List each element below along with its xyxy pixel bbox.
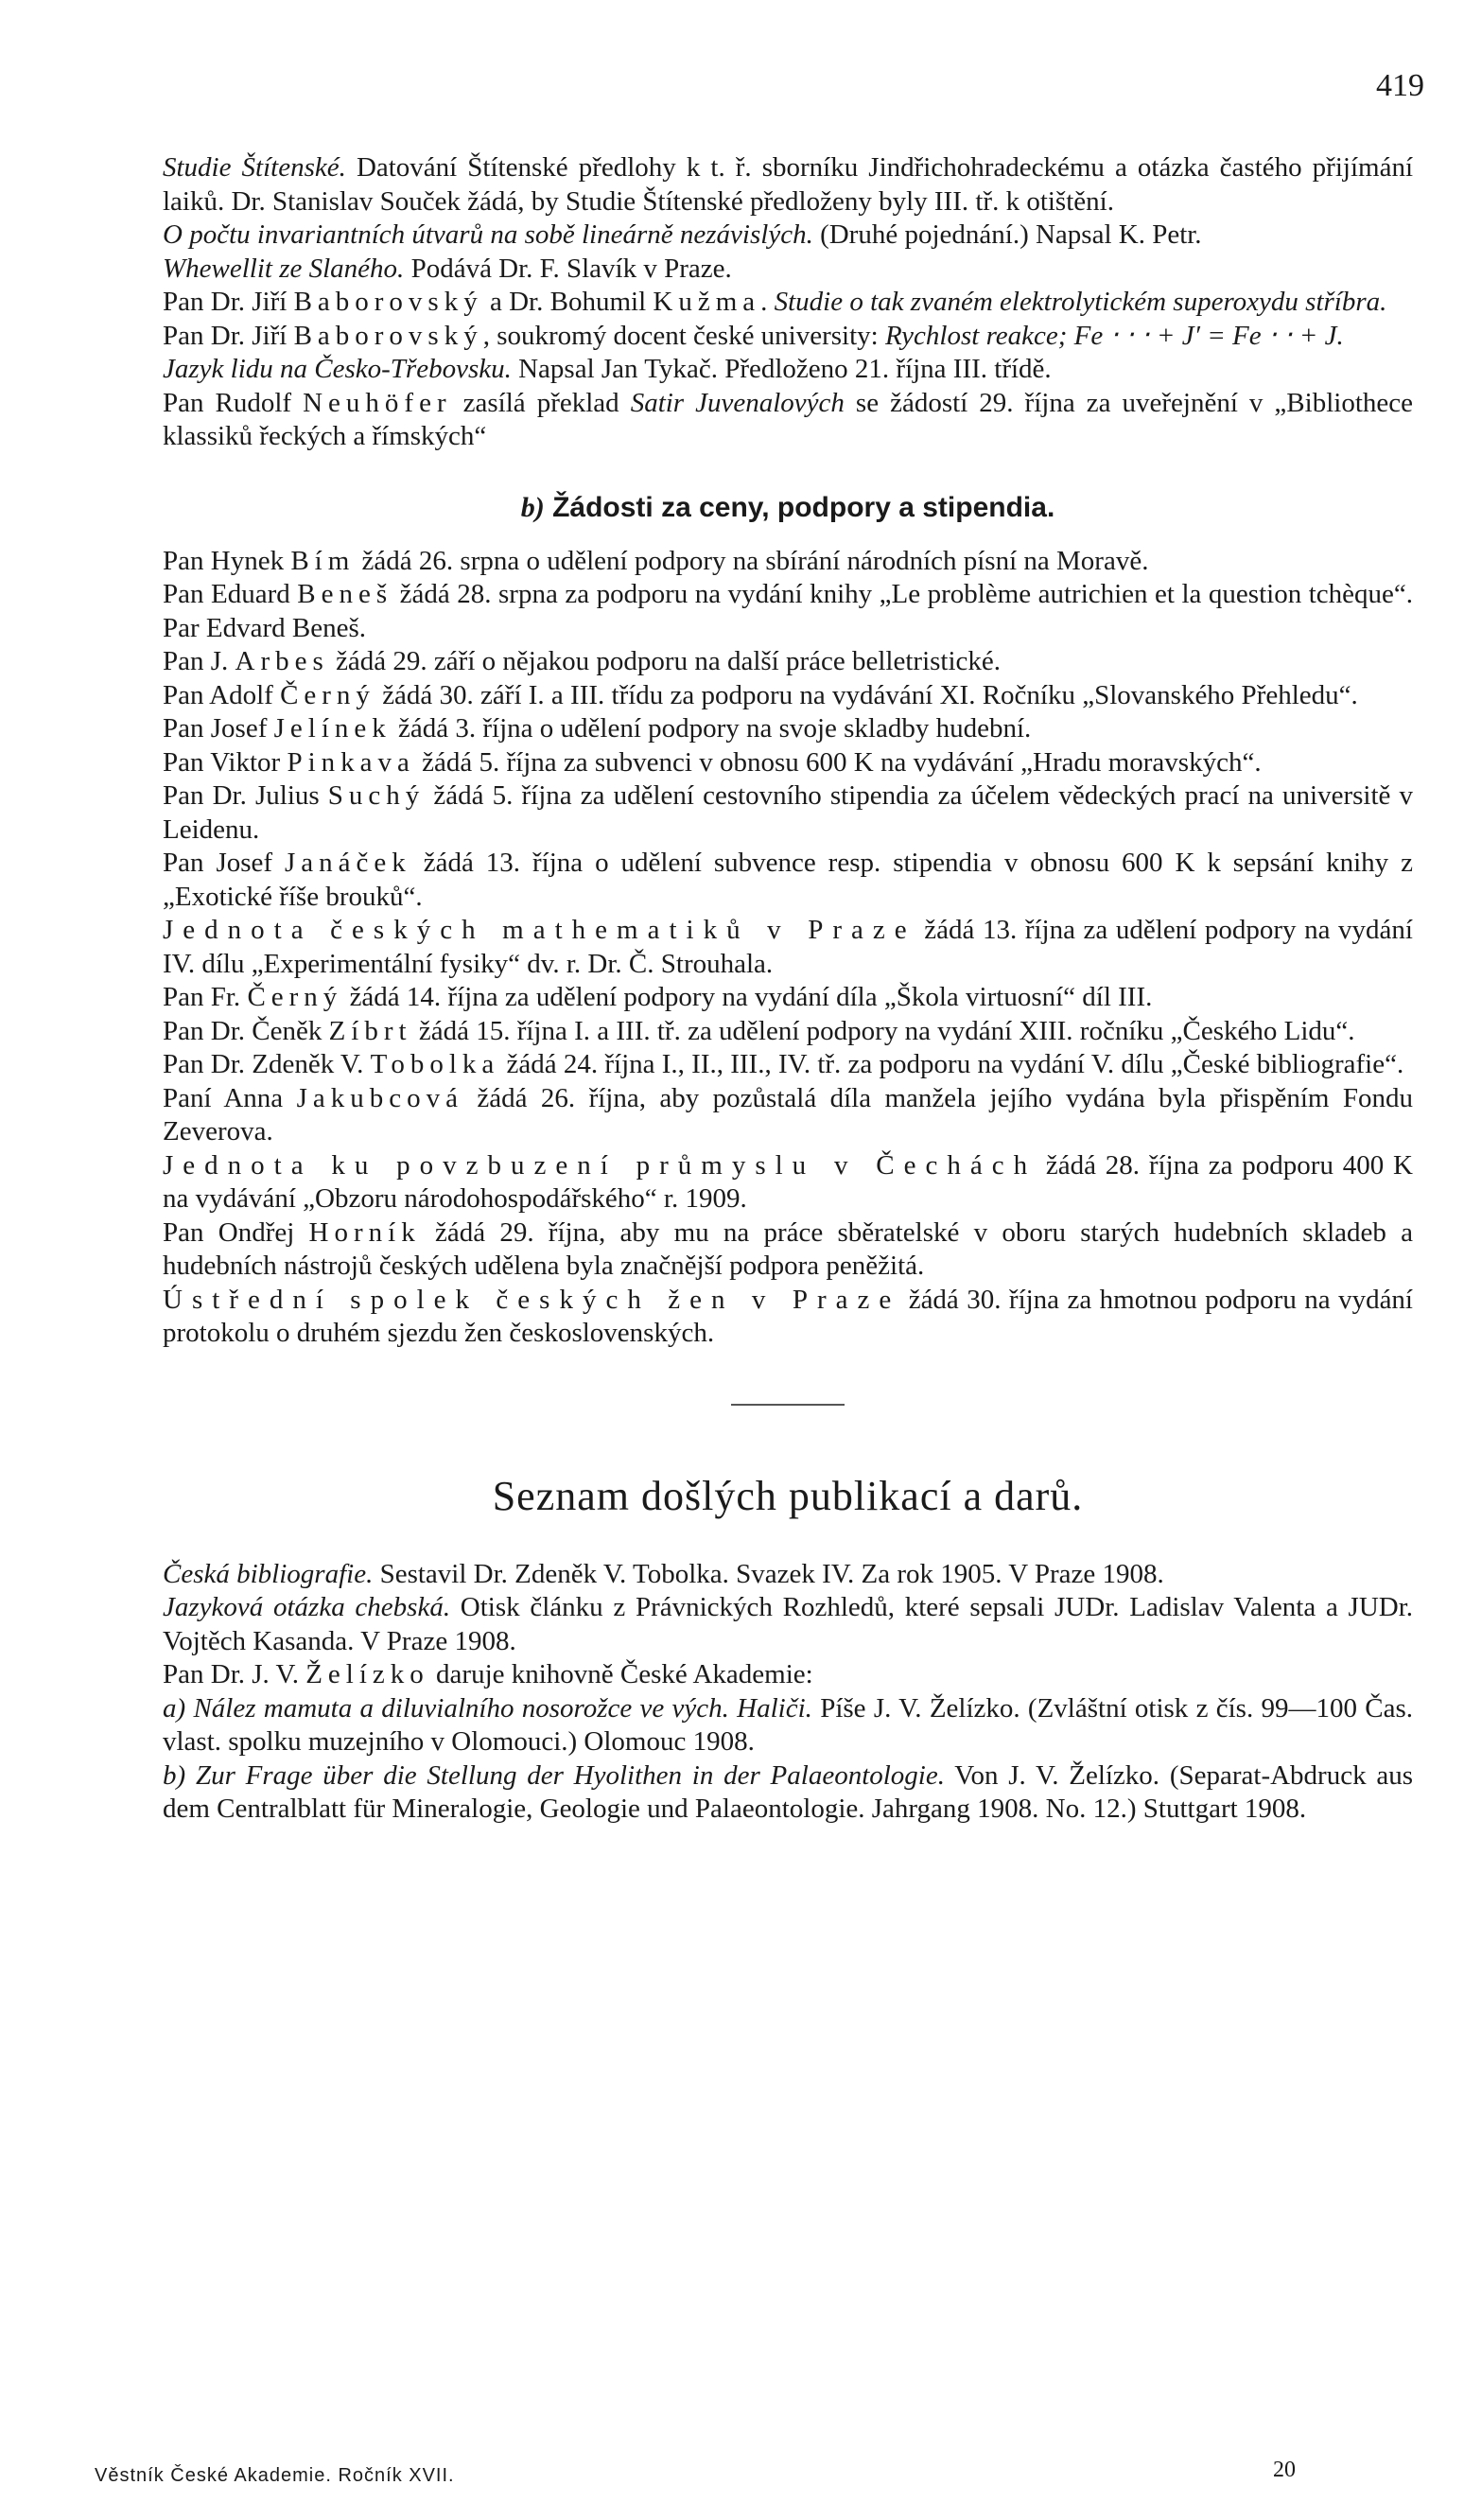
request-item [163, 1284, 1413, 1351]
entry-title: O počtu invariantních útvarů na sobě lineárně nezávislých. [163, 219, 813, 250]
publication-title: Zur Frage über die Stellung der Hyolithen in der Palaeontologie. [195, 1759, 945, 1791]
request-item [163, 1048, 1413, 1082]
request-text: žádá 24. října I., II., III., IV. tř. za podporu na vydání V. dílu „České bibliografie“. [499, 1049, 1404, 1079]
publication-title: Jazyková otázka chebská. [163, 1592, 451, 1622]
entry-superoxyd-stribra [163, 286, 1413, 320]
publication-item [163, 1658, 1413, 1692]
entry-text: se žádostí 29. října za uveřejnění v „Bibliothece klassiků řeckých a římských“ [163, 387, 1413, 451]
request-text: žádá 14. října za udělení podpory na vydání díla „Škola virtuosní“ díl III. [342, 982, 1153, 1012]
requests-list [163, 545, 1413, 1351]
person-name: Bím [290, 545, 356, 576]
entry-text: Pan Dr. Jiří [163, 287, 294, 317]
request-text: Pan Josef [163, 848, 285, 878]
request-text: žádá 26. srpna o udělení podpory na sbírání národních písní na Moravě. [355, 545, 1149, 576]
person-name: Tobolka [370, 1049, 500, 1079]
footer-signature: 20 [1273, 2458, 1296, 2482]
request-text: žádá 29. října, aby mu na práce sběratelské v oboru starých hudebních skladeb a hudebních nástrojů českých udělena byla značnější podpora peněžitá. [163, 1216, 1413, 1281]
request-item [163, 578, 1413, 645]
request-text: žádá 26. října, aby pozůstalá díla manžela jejího vydána byla přispěním Fondu Zeverova. [163, 1082, 1413, 1146]
person-name: Kužma [653, 287, 761, 317]
request-text: žádá 30. října za hmotnou podporu na vydání protokolu o druhém sjezdu žen československých. [163, 1284, 1413, 1348]
request-text: žádá 13. října za udělení podpory na vydání IV. dílu „Experimentální fysiky“ dv. r. Dr. Č. Strouhala. [163, 915, 1413, 979]
section-label: b) [520, 491, 545, 523]
request-text: žádá 5. října za subvenci v obnosu 600 K na vydávání „Hradu moravských“. [414, 746, 1262, 778]
entry-title: Studie Štítenské. [163, 152, 346, 183]
publication-item [163, 1558, 1413, 1592]
request-text: Pan Josef [163, 713, 274, 744]
request-item [163, 914, 1413, 981]
person-name: Jakubcová [296, 1082, 463, 1113]
publication-text: Píše J. V. Želízko. (Zvláštní otisk z čís. 99—100 Čas. vlast. spolku muzejního v Olomouci.) Olomouc 1908. [163, 1692, 1413, 1757]
entry-text: Pan Dr. Jiří [163, 320, 294, 351]
entry-whewellit [163, 253, 1413, 287]
entry-text: (Druhé pojednání.) Napsal K. Petr. [812, 219, 1202, 250]
entry-title: Rychlost reakce; Fe ‧ ‧ ‧ + J′ = Fe ‧ ‧ + J. [884, 320, 1344, 351]
item-label: a) [163, 1692, 186, 1724]
request-item [163, 679, 1413, 713]
request-text: Pan Dr. Čeněk [163, 1015, 329, 1046]
entry-text: a Dr. Bohumil [482, 287, 654, 317]
entry-jazyk-lidu [163, 353, 1413, 387]
publications-list [163, 1558, 1413, 1827]
person-name: Zíbrt [328, 1015, 412, 1046]
request-item [163, 645, 1413, 679]
entry-title: Jazyk lidu na Česko-Třebovsku. [163, 354, 512, 384]
request-item [163, 1082, 1413, 1149]
request-item [163, 847, 1413, 914]
entry-satir-juvenal [163, 387, 1413, 454]
request-text: žádá 28. října za podporu 400 K na vydávání „Obzoru národohospodářského“ r. 1909. [163, 1149, 1413, 1214]
request-text: žádá 13. října o udělení subvence resp. stipendia v obnosu 600 K k sepsání knihy z „Exotické říše brouků“. [163, 848, 1413, 912]
request-item [163, 1149, 1413, 1216]
entry-title: Studie o tak zvaném elektrolytickém superoxydu stříbra. [767, 287, 1387, 317]
publications-heading: Seznam došlých publikací a darů. [492, 1472, 1084, 1519]
request-text: žádá 28. srpna za podporu na vydání knihy „Le problème autrichien et la question tchèque“. Par Edvard Beneš. [163, 579, 1413, 643]
entry-text: Napsal Jan Tykač. Předloženo 21. října III. třídě. [511, 354, 1052, 384]
section-heading-zadosti [163, 492, 1413, 524]
entry-text: Pan Rudolf [163, 387, 304, 418]
request-item [163, 1015, 1413, 1049]
person-name: Suchý [327, 780, 426, 811]
request-text: Pan Adolf [163, 679, 281, 710]
item-label: b) [163, 1759, 186, 1791]
request-text: žádá 5. října za udělení cestovního stipendia za účelem vědeckých prací na universitě v Leidenu. [163, 780, 1413, 845]
person-name: Janáček [285, 848, 411, 878]
page-number: 419 [1376, 68, 1424, 103]
organization-name: Jednota ku povzbuzení průmyslu v Čechách [163, 1149, 1037, 1181]
entry-text: zasílá překlad [451, 387, 631, 418]
request-text: žádá 30. září I. a III. třídu za podporu na vydávání XI. Ročníku „Slovanského Přehledu“. [375, 679, 1358, 710]
request-text: Pan Fr. [163, 982, 248, 1012]
request-text: žádá 29. září o nějakou podporu na další práce belletristické. [328, 646, 1002, 676]
request-text: Pan Dr. Julius [163, 780, 328, 811]
publication-item [163, 1692, 1413, 1759]
request-item [163, 746, 1413, 780]
publication-text: Otisk článku z Právnických Rozhledů, které sepsali JUDr. Ladislav Valenta a JUDr. Vojtěch Kasanda. V Praze 1908. [163, 1592, 1414, 1656]
entry-title: Whewellit ze Slaného. [163, 253, 405, 284]
person-name: Baborovský [293, 287, 483, 317]
entry-studie-stitenske [163, 151, 1413, 219]
person-name: Baborovský [293, 320, 483, 351]
organization-name: Jednota českých mathematiků v Praze [163, 915, 916, 945]
entry-text: , soukromý docent české university: [482, 320, 885, 351]
publication-text: Pan Dr. J. V. [163, 1659, 306, 1689]
request-item [163, 981, 1413, 1015]
person-name: Černý [247, 982, 343, 1012]
publication-text: Von J. V. Želízko. (Separat-Abdruck aus dem Centralblatt für Mineralogie, Geologie und Palaeontologie. Jahrgang 1908. No. 12.) Stuttgart 1908. [163, 1759, 1414, 1824]
request-text: Pan Eduard [163, 579, 298, 609]
entry-invariantni-utvary [163, 219, 1413, 253]
request-text: Pan J. [163, 646, 235, 676]
request-item [163, 545, 1413, 579]
entry-title: Satir Juvenalových [630, 387, 845, 418]
publication-title: Nález mamuta a diluvialního nosorožce ve vých. Haliči. [193, 1692, 812, 1724]
entry-text: Datování Štítenské předlohy k t. ř. sborníku Jindřichohradeckému a otázka častého přijímání laiků. Dr. Stanislav Souček žádá, by Studie Štítenské předloženy byly III. tř. k otištění. [163, 152, 1413, 217]
person-name: Horník [308, 1216, 421, 1248]
publication-title: Česká bibliografie. [163, 1558, 374, 1589]
person-name: Černý [280, 679, 375, 710]
request-text: Pan Hynek [163, 545, 291, 576]
request-text: žádá 15. října I. a III. tř. za udělení podpory na vydání XIII. ročníku „Českého Lidu“. [411, 1015, 1355, 1046]
request-item [163, 1216, 1413, 1284]
request-text: Paní Anna [163, 1082, 297, 1113]
publication-text: Sestavil Dr. Zdeněk V. Tobolka. Svazek IV. Za rok 1905. V Praze 1908. [373, 1558, 1164, 1589]
page-body [163, 151, 1413, 1827]
person-name: Želízko [305, 1659, 429, 1689]
publication-item [163, 1759, 1413, 1827]
request-text: Pan Viktor [163, 746, 288, 778]
request-item [163, 779, 1413, 847]
section-title: Žádosti za ceny, podpory a stipendia. [552, 491, 1055, 523]
person-name: Neuhöfer [303, 387, 452, 418]
request-item [163, 712, 1413, 746]
person-name: Jelínek [273, 713, 392, 744]
entry-text: . [760, 287, 768, 317]
person-name: Arbes [235, 646, 329, 676]
person-name: Pinkava [287, 746, 415, 778]
publication-text: daruje knihovně České Akademie: [428, 1659, 813, 1689]
person-name: Beneš [297, 579, 393, 609]
organization-name: Ústřední spolek českých žen v Praze [163, 1284, 901, 1315]
request-text: Pan Dr. Zdeněk V. [163, 1049, 371, 1079]
request-text: Pan Ondřej [163, 1216, 309, 1248]
entry-rychlost-reakce [163, 320, 1413, 354]
publication-item [163, 1591, 1413, 1658]
entry-text: Podává Dr. F. Slavík v Praze. [404, 253, 732, 284]
footer-journal: Věstník České Akademie. Ročník XVII. [95, 2465, 455, 2486]
section-divider [731, 1404, 845, 1406]
request-text: žádá 3. října o udělení podpory na svoje skladby hudební. [391, 713, 1032, 744]
